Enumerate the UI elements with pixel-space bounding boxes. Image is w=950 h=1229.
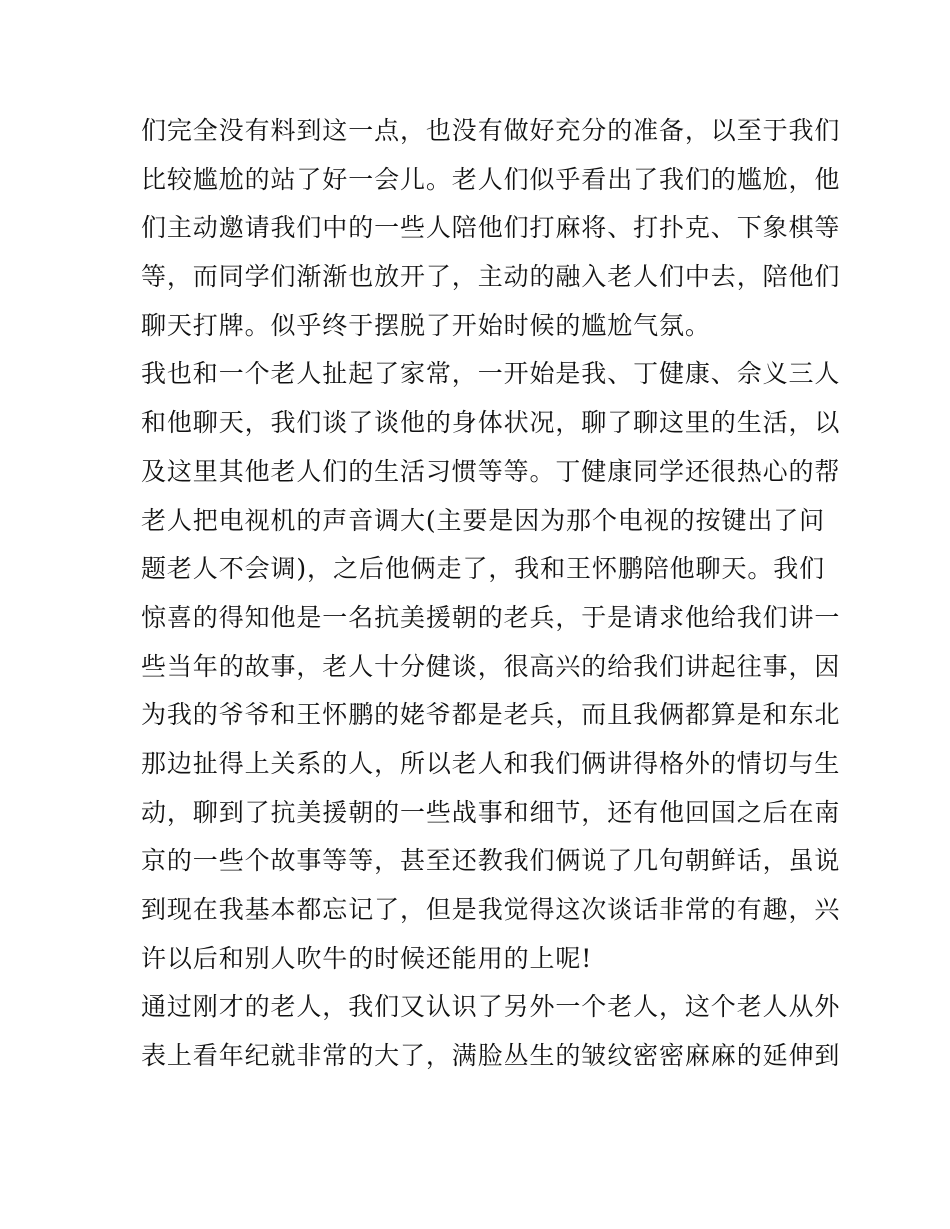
text-line: 许以后和别人吹牛的时候还能用的上呢! — [141, 943, 593, 973]
text-line: 些当年的故事，老人十分健谈，很高兴的给我们讲起往事，因 — [141, 651, 841, 681]
text-line: 和他聊天，我们谈了谈他的身体状况，聊了聊这里的生活，以 — [141, 408, 841, 438]
text-line: 到现在我基本都忘记了，但是我觉得这次谈话非常的有趣，兴 — [141, 895, 841, 924]
text-line: 们完全没有料到这一点，也没有做好充分的准备，以至于我们 — [141, 116, 841, 145]
text-line: 及这里其他老人们的生活习惯等等。丁健康同学还很热心的帮 — [141, 456, 841, 486]
text-line: 聊天打牌。似乎终于摆脱了开始时候的尴尬气氛。 — [141, 310, 711, 340]
body-text — [141, 107, 841, 1081]
text-line: 比较尴尬的站了好一会儿。老人们似乎看出了我们的尴尬，他 — [141, 164, 841, 194]
text-line: 我也和一个老人扯起了家常，一开始是我、丁健康、佘义三人 — [141, 359, 841, 389]
text-line: 题老人不会调)，之后他俩走了，我和王怀鹏陪他聊天。我们 — [141, 554, 826, 584]
text-line: 等，而同学们渐渐也放开了，主动的融入老人们中去，陪他们 — [141, 262, 841, 292]
text-line: 们主动邀请我们中的一些人陪他们打麻将、打扑克、下象棋等 — [141, 213, 841, 243]
text-line: 老人把电视机的声音调大(主要是因为那个电视的按键出了问 — [141, 505, 826, 535]
text-line: 那边扯得上关系的人，所以老人和我们俩讲得格外的情切与生 — [141, 748, 841, 778]
text-line: 表上看年纪就非常的大了，满脸丛生的皱纹密密麻麻的延伸到 — [141, 1041, 841, 1071]
text-line: 惊喜的得知他是一名抗美援朝的老兵，于是请求他给我们讲一 — [141, 602, 841, 632]
text-line: 动，聊到了抗美援朝的一些战事和细节，还有他回国之后在南 — [141, 797, 841, 827]
text-line: 为我的爷爷和王怀鹏的姥爷都是老兵，而且我俩都算是和东北 — [141, 700, 841, 730]
text-line: 京的一些个故事等等，甚至还教我们俩说了几句朝鲜话，虽说 — [141, 846, 841, 876]
text-line: 通过刚才的老人，我们又认识了另外一个老人，这个老人从外 — [141, 992, 841, 1022]
